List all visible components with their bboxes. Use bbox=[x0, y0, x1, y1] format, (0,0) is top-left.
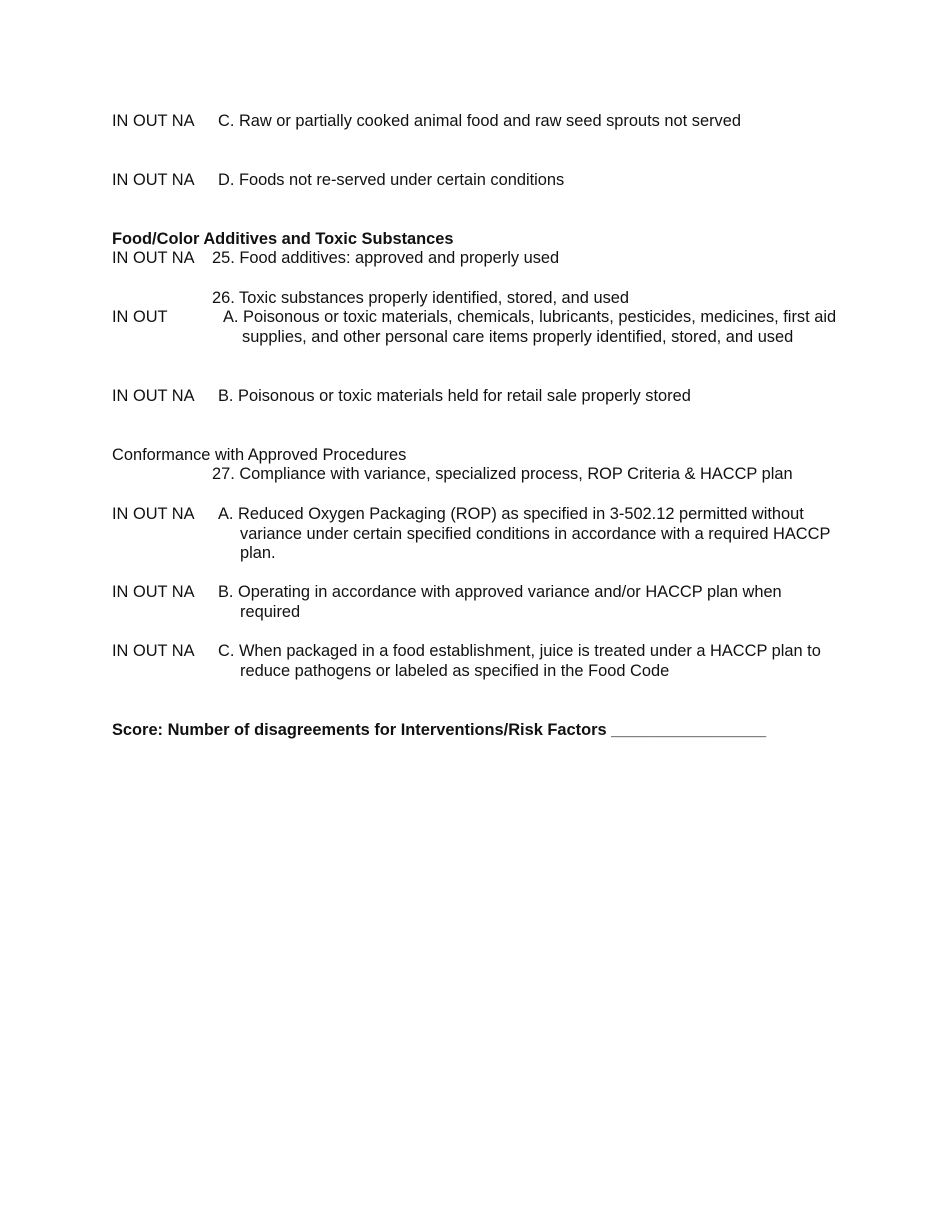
status-options: IN OUT NA bbox=[112, 171, 195, 189]
item-26b-retail-toxic-storage: B. Poisonous or toxic materials held for retail sale properly stored bbox=[218, 387, 691, 405]
status-options: IN OUT NA bbox=[112, 387, 195, 405]
item-26a-poisonous-materials: A. Poisonous or toxic materials, chemicals, lubricants, pesticides, medicines, first aid supplies, and other personal care items properly identified, stored, and used bbox=[223, 308, 837, 346]
item-27b-variance-haccp: B. Operating in accordance with approved variance and/or HACCP plan when required bbox=[218, 583, 782, 621]
status-options: IN OUT NA bbox=[112, 249, 195, 267]
status-options: IN OUT NA bbox=[112, 505, 195, 523]
item-27c-juice-haccp: C. When packaged in a food establishment, juice is treated under a HACCP plan to reduce pathogens or labeled as specified in the Food Code bbox=[218, 642, 821, 680]
status-options: IN OUT NA bbox=[112, 642, 195, 660]
item-d-foods-not-reserved: D. Foods not re-served under certain conditions bbox=[218, 171, 565, 189]
item-25-food-additives: 25. Food additives: approved and properly used bbox=[212, 249, 560, 267]
score-line: Score: Number of disagreements for Interventions/Risk Factors _________________ bbox=[112, 721, 767, 739]
status-options: IN OUT NA bbox=[112, 112, 195, 130]
section-heading-conformance: Conformance with Approved Procedures bbox=[112, 446, 407, 464]
item-26-heading: 26. Toxic substances properly identified, stored, and used bbox=[212, 289, 629, 307]
item-c-raw-animal-food: C. Raw or partially cooked animal food and raw seed sprouts not served bbox=[218, 112, 741, 130]
item-27a-rop: A. Reduced Oxygen Packaging (ROP) as specified in 3-502.12 permitted without variance under certain specified conditions in accordance with a required HACCP plan. bbox=[218, 505, 831, 563]
status-options: IN OUT NA bbox=[112, 583, 195, 601]
status-options: IN OUT bbox=[112, 308, 168, 326]
section-heading-additives: Food/Color Additives and Toxic Substances bbox=[112, 230, 454, 248]
item-27-heading: 27. Compliance with variance, specialized process, ROP Criteria & HACCP plan bbox=[212, 465, 793, 483]
